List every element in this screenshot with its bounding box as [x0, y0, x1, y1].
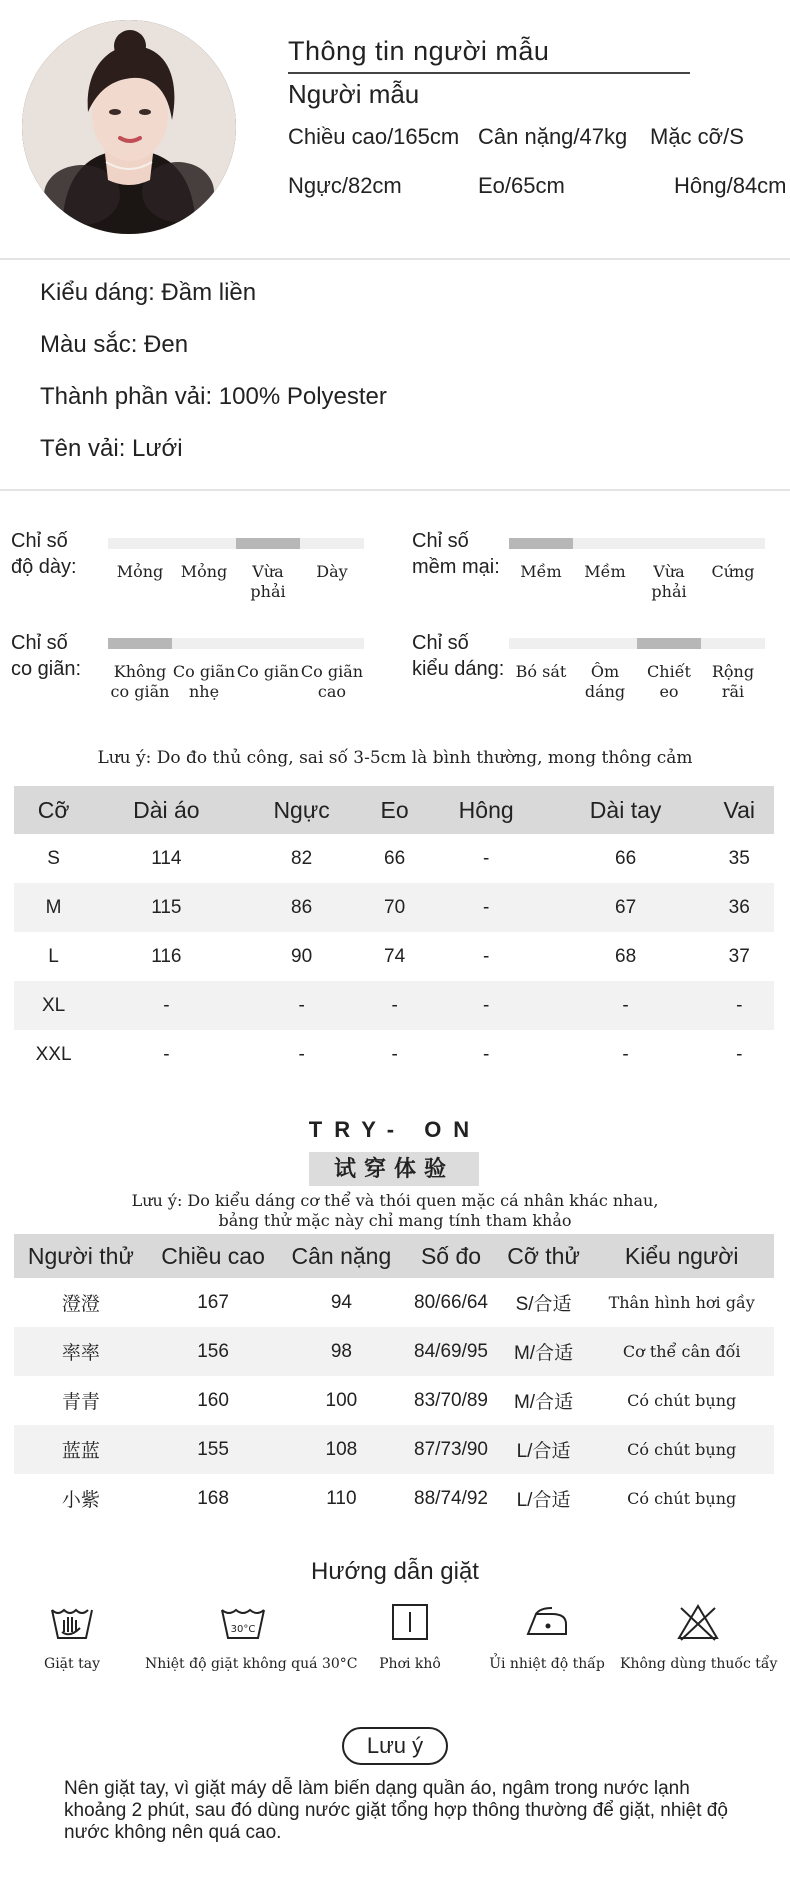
- table-cell: 108: [278, 1425, 404, 1474]
- index-option: Bó sát: [515, 662, 567, 681]
- index-option: Co giãn cao: [300, 662, 364, 701]
- table-cell: 114: [151, 847, 182, 869]
- table-cell: -: [93, 981, 239, 1030]
- table-cell: 36: [704, 883, 774, 932]
- tryon-badge: 试穿体验: [309, 1152, 479, 1186]
- table-cell: 37: [728, 945, 750, 967]
- table-cell: 67: [547, 883, 705, 932]
- no-bleach-icon: [675, 1602, 721, 1642]
- line-dry-icon: [390, 1602, 430, 1642]
- table-cell: 94: [330, 1291, 352, 1313]
- wash-item-dry: [360, 1602, 460, 1672]
- table-cell: 168: [197, 1487, 229, 1509]
- table-cell: 155: [148, 1425, 279, 1474]
- tryon-table-body: [14, 1278, 774, 1523]
- table-cell: 84/69/95: [404, 1327, 497, 1376]
- table-header-cell: Cỡ: [14, 786, 93, 834]
- index-scale-selected: [509, 538, 573, 549]
- index-option: Ôm dáng: [584, 662, 626, 701]
- hand-wash-icon: [48, 1602, 96, 1642]
- index-option: Rộng rãi: [711, 662, 755, 701]
- table-cell: Thân hình hơi gầy: [608, 1293, 755, 1312]
- product-fabric-name: Tên vải: Lưới: [40, 435, 183, 462]
- table-cell: -: [426, 883, 547, 932]
- table-cell: 110: [326, 1487, 357, 1509]
- index-scale-selected: [236, 538, 300, 549]
- wash-item-iron: [482, 1602, 612, 1672]
- table-cell: L: [48, 945, 59, 967]
- table-cell: M: [14, 883, 93, 932]
- index-option: Mềm: [584, 562, 626, 581]
- divider: [0, 258, 790, 260]
- size-table-header: [14, 786, 774, 834]
- model-info-title: Thông tin người mẫu: [288, 36, 550, 66]
- table-cell: -: [622, 1043, 629, 1065]
- table-cell: 68: [615, 945, 637, 967]
- table-cell: -: [483, 1043, 490, 1065]
- table-header-cell: Dài áo: [93, 786, 239, 834]
- wash-30-icon: [218, 1602, 268, 1642]
- table-cell: 98: [278, 1327, 404, 1376]
- measurement-note: Lưu ý: Do đo thủ công, sai số 3-5cm là bình thường, mong thông cảm: [97, 748, 693, 768]
- table-header-cell: Số đo: [404, 1234, 497, 1278]
- table-cell: -: [298, 1043, 305, 1065]
- wash-label-no-bleach: Không dùng thuốc tẩy: [620, 1656, 778, 1672]
- table-cell: 83/70/89: [414, 1389, 488, 1411]
- wash-item-30c: [145, 1602, 358, 1672]
- table-row: [14, 1376, 774, 1425]
- table-cell: -: [426, 981, 547, 1030]
- index-scale-track: [108, 538, 364, 549]
- table-cell: -: [547, 981, 705, 1030]
- table-cell: -: [483, 847, 490, 869]
- tryon-note-line1: Lưu ý: Do kiểu dáng cơ thể và thói quen mặc cá nhân khác nhau,: [131, 1191, 659, 1210]
- index-option: Mỏng: [180, 562, 228, 581]
- table-cell: 澄澄: [61, 1294, 100, 1315]
- tryon-table-header: [14, 1234, 774, 1278]
- table-header-cell: Cân nặng: [278, 1234, 404, 1278]
- model-info-section: [0, 0, 790, 258]
- table-cell: -: [483, 945, 490, 967]
- table-cell: 74: [384, 945, 406, 967]
- wash-label-iron: Ủi nhiệt độ thấp: [489, 1656, 605, 1672]
- table-cell: Có chút bụng: [627, 1391, 737, 1410]
- washing-note-text: Nên giặt tay, vì giặt máy dễ làm biến dạng quần áo, ngâm trong nước lạnh khoảng 2 phút, sau đó dùng nước giặt tổng hợp thông thường để giặt, nhiệt độ nước không nên quá cao.: [64, 1778, 728, 1843]
- table-header-cell: Chiều cao: [148, 1234, 279, 1278]
- note-pill: Lưu ý: [342, 1727, 448, 1765]
- table-cell: 82: [291, 847, 313, 869]
- size-table-body: [14, 834, 774, 1079]
- model-waist: Eo/65cm: [478, 173, 565, 198]
- index-option: Cứng: [711, 562, 755, 581]
- index-option: Mỏng: [116, 562, 164, 581]
- wash-label-dry: Phơi khô: [379, 1656, 441, 1672]
- table-cell: 70: [364, 883, 426, 932]
- table-cell: Có chút bụng: [627, 1489, 737, 1508]
- table-row: [14, 834, 774, 883]
- table-cell: 率率: [14, 1327, 148, 1376]
- table-cell: 87/73/90: [404, 1425, 497, 1474]
- index-scale-track: [509, 538, 765, 549]
- table-cell: 66: [384, 847, 406, 869]
- table-cell: 115: [93, 883, 239, 932]
- index-option: Chiết eo: [647, 662, 691, 701]
- table-cell: 167: [197, 1291, 229, 1313]
- table-cell: 100: [325, 1389, 358, 1411]
- model-hip: Hông/84cm: [674, 173, 787, 198]
- table-cell: S/合适: [515, 1294, 572, 1315]
- title-underline: [288, 72, 690, 74]
- table-cell: -: [364, 981, 426, 1030]
- model-size: Mặc cỡ/S: [650, 124, 744, 149]
- wash-temp-text: 30°C: [230, 1624, 256, 1635]
- index-scale-selected: [108, 638, 172, 649]
- model-weight: Cân nặng/47kg: [478, 124, 628, 149]
- table-cell: 86: [240, 883, 364, 932]
- wash-item-no-bleach: [620, 1602, 776, 1672]
- table-cell: S: [47, 847, 60, 869]
- index-option: Vừa phải: [651, 562, 687, 601]
- table-row: [14, 1327, 774, 1376]
- table-cell: L/合适: [516, 1490, 571, 1511]
- iron-low-icon: [522, 1602, 572, 1642]
- table-cell: -: [391, 1043, 398, 1065]
- index-option: Không co giãn: [110, 662, 170, 701]
- model-bust: Ngực/82cm: [288, 173, 402, 198]
- table-cell: 小紫: [61, 1490, 100, 1511]
- model-label: Người mẫu: [288, 79, 420, 109]
- table-cell: M/合适: [498, 1327, 590, 1376]
- table-cell: -: [163, 1043, 170, 1065]
- washing-title: Hướng dẫn giặt: [311, 1558, 479, 1585]
- table-cell: -: [704, 981, 774, 1030]
- table-cell: Có chút bụng: [589, 1425, 774, 1474]
- wash-item-hand-wash: [30, 1602, 114, 1672]
- tryon-title: TRY- ON: [308, 1117, 482, 1142]
- table-cell: XXL: [35, 1043, 72, 1065]
- table-row: [14, 1425, 774, 1474]
- index-scale-track: [108, 638, 364, 649]
- index-label: Chỉ số mềm mại:: [412, 530, 500, 578]
- table-cell: 80/66/64: [414, 1291, 488, 1313]
- table-header-cell: Dài tay: [547, 786, 705, 834]
- index-scale-track: [509, 638, 765, 649]
- table-cell: M/合适: [513, 1392, 574, 1413]
- table-cell: XL: [14, 981, 93, 1030]
- table-cell: -: [736, 1043, 743, 1065]
- table-row: [14, 883, 774, 932]
- tryon-table: [14, 1234, 774, 1523]
- index-label: Chỉ số độ dày:: [11, 530, 77, 578]
- model-height: Chiều cao/165cm: [288, 124, 460, 149]
- index-label: Chỉ số kiểu dáng:: [412, 632, 505, 680]
- product-color: Màu sắc: Đen: [40, 331, 189, 358]
- tryon-note-line2: bảng thử mặc này chỉ mang tính tham khảo: [218, 1211, 572, 1230]
- table-cell: 156: [148, 1327, 279, 1376]
- table-cell: 88/74/92: [414, 1487, 488, 1509]
- table-cell: 90: [291, 945, 313, 967]
- table-cell: 66: [615, 847, 637, 869]
- model-avatar: [22, 20, 236, 234]
- table-cell: 116: [151, 945, 182, 967]
- table-header-cell: Eo: [364, 786, 426, 834]
- model-portrait-image: [22, 20, 236, 234]
- index-option: Mềm: [520, 562, 562, 581]
- wash-label-hand-wash: Giặt tay: [44, 1656, 100, 1672]
- table-row: [14, 1278, 774, 1327]
- table-header-cell: Ngực: [240, 786, 364, 834]
- product-fabric: Thành phần vải: 100% Polyester: [40, 383, 387, 410]
- index-option: Co giãn nhẹ: [172, 662, 236, 701]
- table-cell: 160: [197, 1389, 229, 1411]
- table-cell: -: [240, 981, 364, 1030]
- index-option: Co giãn: [236, 662, 300, 681]
- table-row: [14, 1474, 774, 1523]
- table-row: [14, 981, 774, 1030]
- table-header-cell: Người thử: [14, 1234, 148, 1278]
- product-style: Kiểu dáng: Đầm liền: [40, 279, 257, 306]
- index-label: Chỉ số co giãn:: [11, 632, 82, 680]
- table-cell: Cơ thể cân đối: [589, 1327, 774, 1376]
- divider: [0, 489, 790, 491]
- table-row: [14, 932, 774, 981]
- table-cell: L/合适: [498, 1425, 590, 1474]
- table-header-cell: Hông: [426, 786, 547, 834]
- index-scale-selected: [637, 638, 701, 649]
- table-cell: 蓝蓝: [14, 1425, 148, 1474]
- table-header-cell: Cỡ thử: [498, 1234, 590, 1278]
- index-option: Dày: [316, 562, 348, 581]
- table-cell: 35: [728, 847, 750, 869]
- table-row: [14, 1030, 774, 1079]
- index-option: Vừa phải: [250, 562, 286, 601]
- table-cell: 青青: [61, 1392, 100, 1413]
- table-header-cell: Vai: [704, 786, 774, 834]
- size-table: [14, 786, 774, 1079]
- table-header-cell: Kiểu người: [589, 1234, 774, 1278]
- wash-label-30c: Nhiệt độ giặt không quá 30°C: [145, 1656, 358, 1672]
